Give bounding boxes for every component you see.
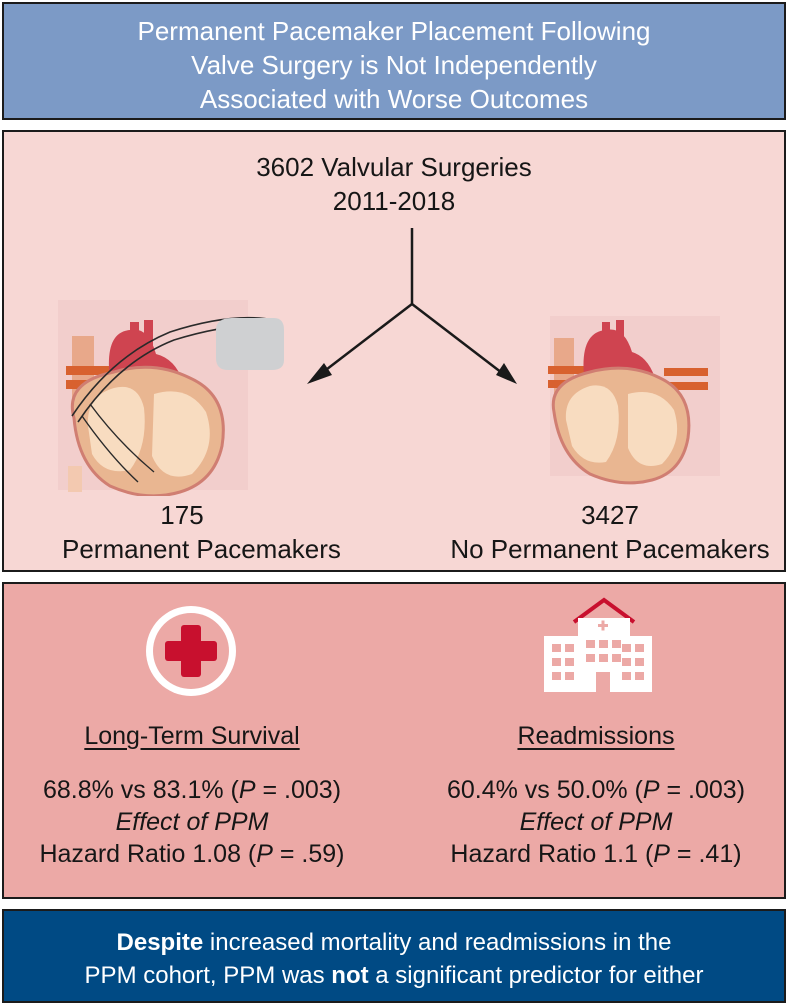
readmissions-heading: Readmissions [517, 722, 675, 750]
readmissions-comparison: 60.4% vs 50.0% (P = .003) [446, 776, 746, 804]
study-period: 2011-2018 [332, 186, 456, 216]
title-line-1: Permanent Pacemaker Placement Following [137, 16, 651, 46]
cohort-panel [2, 130, 786, 572]
conclusion-banner [2, 909, 786, 1003]
no-ppm-count: 3427 [581, 500, 639, 530]
title-line-2: Valve Surgery is Not Independently [191, 50, 597, 80]
total-surgeries [4, 150, 784, 218]
readmissions-hazard-ratio: Hazard Ratio 1.1 (P = .41) [450, 840, 742, 868]
title-line-3: Associated with Worse Outcomes [199, 84, 589, 114]
survival-hazard-ratio: Hazard Ratio 1.08 (P = .59) [39, 840, 345, 868]
ppm-count: 175 [160, 500, 204, 530]
outcomes-panel [2, 582, 786, 899]
ppm-label: Permanent Pacemakers [62, 534, 341, 564]
survival-heading: Long-Term Survival [84, 722, 300, 750]
survival-comparison: 68.8% vs 83.1% (P = .003) [42, 776, 342, 804]
title-banner [2, 2, 786, 120]
ppm-group [62, 498, 341, 566]
survival-effect-label: Effect of PPM [115, 808, 269, 836]
readmissions-effect-label: Effect of PPM [519, 808, 673, 836]
hospital-icon [538, 596, 658, 696]
no-ppm-label: No Permanent Pacemakers [450, 534, 770, 564]
readmissions-block [404, 720, 788, 870]
conclusion-line-2: PPM cohort, PPM was not a significant predictor for either [84, 962, 704, 989]
heart-with-pacemaker-icon [52, 296, 292, 496]
medical-cross-icon [142, 602, 240, 700]
heart-icon [544, 312, 734, 492]
conclusion-line-1: Despite increased mortality and readmissions in the [116, 929, 672, 956]
split-arrow [294, 224, 534, 394]
no-ppm-group [440, 498, 780, 566]
total-surgeries-count: 3602 Valvular Surgeries [256, 152, 532, 182]
survival-block [4, 720, 380, 870]
